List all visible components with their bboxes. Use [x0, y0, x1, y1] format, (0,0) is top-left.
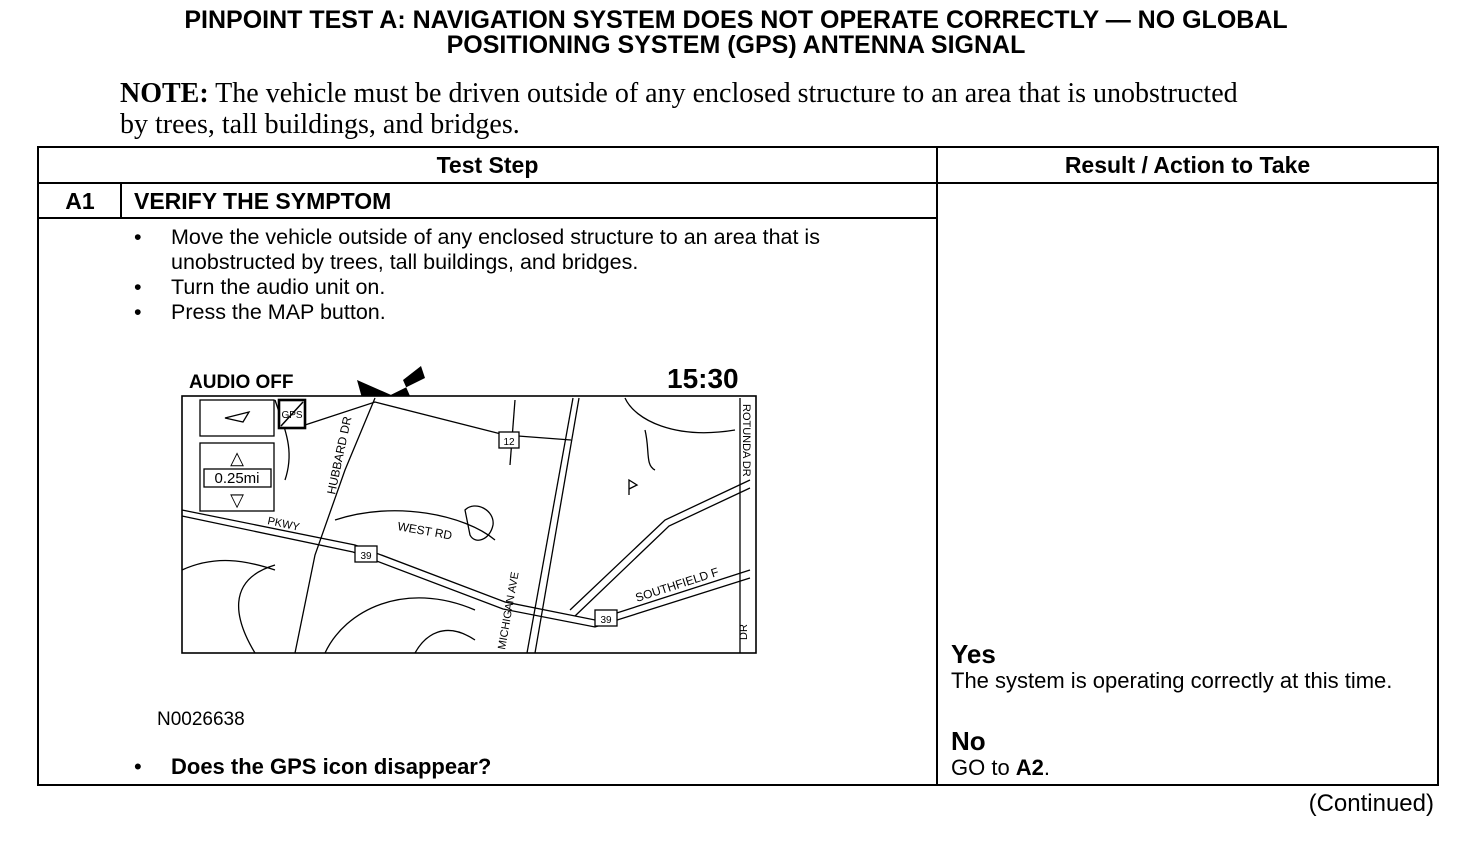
- table-bottom-border: [37, 784, 1439, 786]
- svg-text:12: 12: [503, 437, 515, 448]
- svg-text:39: 39: [360, 551, 372, 562]
- clock: 15:30: [667, 363, 739, 394]
- route-shield-39-a: [355, 546, 377, 562]
- result-yes: [951, 640, 1421, 693]
- street-label: SOUTHFIELD F: [633, 564, 721, 605]
- continued-label: (Continued): [1308, 790, 1434, 817]
- result-no: [951, 727, 1421, 780]
- table-right-border: [1437, 146, 1439, 786]
- page-title: [40, 8, 1432, 58]
- list-item: • Press the MAP button.: [134, 300, 924, 325]
- table-left-border: [37, 146, 39, 786]
- note-text: The vehicle must be driven outside of any enclosed structure to an area that is unobstructed by trees, tall buildings, and bridges.: [120, 78, 1238, 140]
- list-item: • Turn the audio unit on.: [134, 275, 924, 300]
- zoom-in-icon: △: [230, 448, 244, 468]
- gps-icon-label: GPS: [281, 410, 303, 421]
- column-divider: [936, 146, 938, 786]
- street-label: ROTUNDA DR: [740, 404, 752, 477]
- scale-readout: 0.25mi: [214, 470, 260, 487]
- question-text: Does the GPS icon disappear?: [171, 754, 492, 779]
- street-label: DR: [738, 624, 750, 640]
- title-line-2: POSITIONING SYSTEM (GPS) ANTENNA SIGNAL: [446, 31, 1026, 59]
- no-text-suffix: .: [1043, 755, 1051, 780]
- svg-text:39: 39: [600, 615, 612, 626]
- step-title: VERIFY THE SYMPTOM: [134, 188, 392, 214]
- street-label: WEST RD: [396, 519, 454, 543]
- audio-status: AUDIO OFF: [189, 372, 294, 393]
- zoom-out-icon: ▽: [230, 490, 244, 510]
- header-test-step: Test Step: [436, 152, 539, 178]
- navigation-screen-figure: [175, 340, 765, 660]
- no-action: [951, 755, 1421, 780]
- street-label: PKWY: [266, 515, 301, 534]
- step-question: [134, 754, 491, 780]
- step-title-border: [37, 217, 938, 219]
- yes-text: The system is operating correctly at this time.: [951, 668, 1393, 693]
- route-shield-39-b: [595, 610, 617, 626]
- header-result: Result / Action to Take: [1064, 152, 1311, 178]
- no-label: No: [951, 726, 986, 756]
- step-id: A1: [65, 188, 95, 214]
- figure-id: N0026638: [157, 709, 245, 730]
- route-shield-12: [499, 432, 519, 448]
- street-label: MICHIGAN AVE: [496, 570, 522, 651]
- list-item: • Move the vehicle outside of any enclosed structure to an area that is unobstructed by trees, tall buildings, and bridges.: [134, 225, 924, 275]
- note: [120, 78, 1270, 140]
- no-target-link[interactable]: A2: [1015, 755, 1044, 780]
- street-label: HUBBARD DR: [324, 415, 355, 496]
- no-text-prefix: GO to: [951, 755, 1016, 780]
- map-illustration: [175, 340, 765, 660]
- step-instructions: [134, 225, 924, 325]
- note-label: NOTE:: [120, 78, 209, 109]
- yes-label: Yes: [951, 639, 996, 669]
- compass-button: [200, 400, 274, 436]
- table-header-border: [37, 182, 1439, 184]
- title-line-1: PINPOINT TEST A: NAVIGATION SYSTEM DOES NOT OPERATE CORRECTLY — NO GLOBAL: [184, 6, 1288, 34]
